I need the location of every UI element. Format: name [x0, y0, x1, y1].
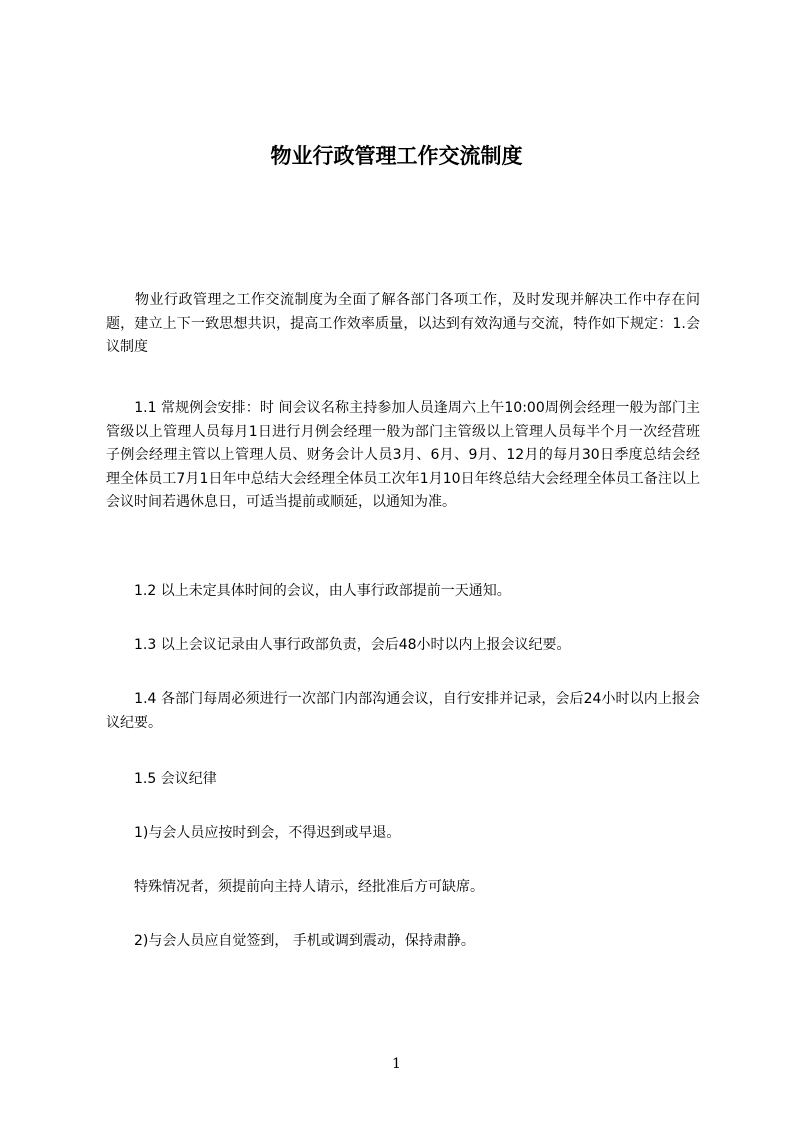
page-number: 1: [392, 1056, 401, 1072]
rule-1: 1)与会人员应按时到会，不得迟到或早退。: [106, 825, 401, 841]
paragraph-1-2: 1.2 以上未定具体时间的会议，由人事行政部提前一天通知。: [106, 583, 511, 599]
rule-1-note: 特殊情况者，须提前向主持人请示，经批准后方可缺席。: [106, 879, 484, 895]
paragraph-1-3: 1.3 以上会议记录由人事行政部负责，会后48小时以内上报会议纪要。: [106, 637, 571, 653]
document-title: 物业行政管理工作交流制度: [270, 144, 523, 168]
intro-paragraph: 物业行政管理之工作交流制度为全面了解各部门各项工作，及时发现并解决工作中存在问题，建立上下一致思想共识，提高工作效率质量，以达到有效沟通与交流，特作如下规定：1.会议制度: [106, 292, 700, 355]
rule-2: 2)与会人员应自觉签到， 手机或调到震动，保持肃静。: [106, 933, 475, 949]
paragraph-1-5: 1.5 会议纪律: [106, 771, 217, 787]
paragraph-1-4: 1.4 各部门每周必须进行一次部门内部沟通会议，自行安排并记录，会后24小时以内上报会议纪要。: [106, 691, 700, 731]
paragraph-1-1: 1.1 常规例会安排：时 间会议名称主持参加人员逢周六上午10:00周例会经理一般为部门主管级以上管理人员每月1日进行月例会经理一般为部门主管级以上管理人员每半个月一次经营班子例会经理主管以上管理人员、财务会计人员3月、6月、9月、12月的每月30日季度总结会经理全体员工7月1日年中总结大会经理全体员工次年1月10日年终总结大会经理全体员工备注以上会议时间若遇休息日，可适当提前或顺延，以通知为准。: [106, 400, 700, 510]
